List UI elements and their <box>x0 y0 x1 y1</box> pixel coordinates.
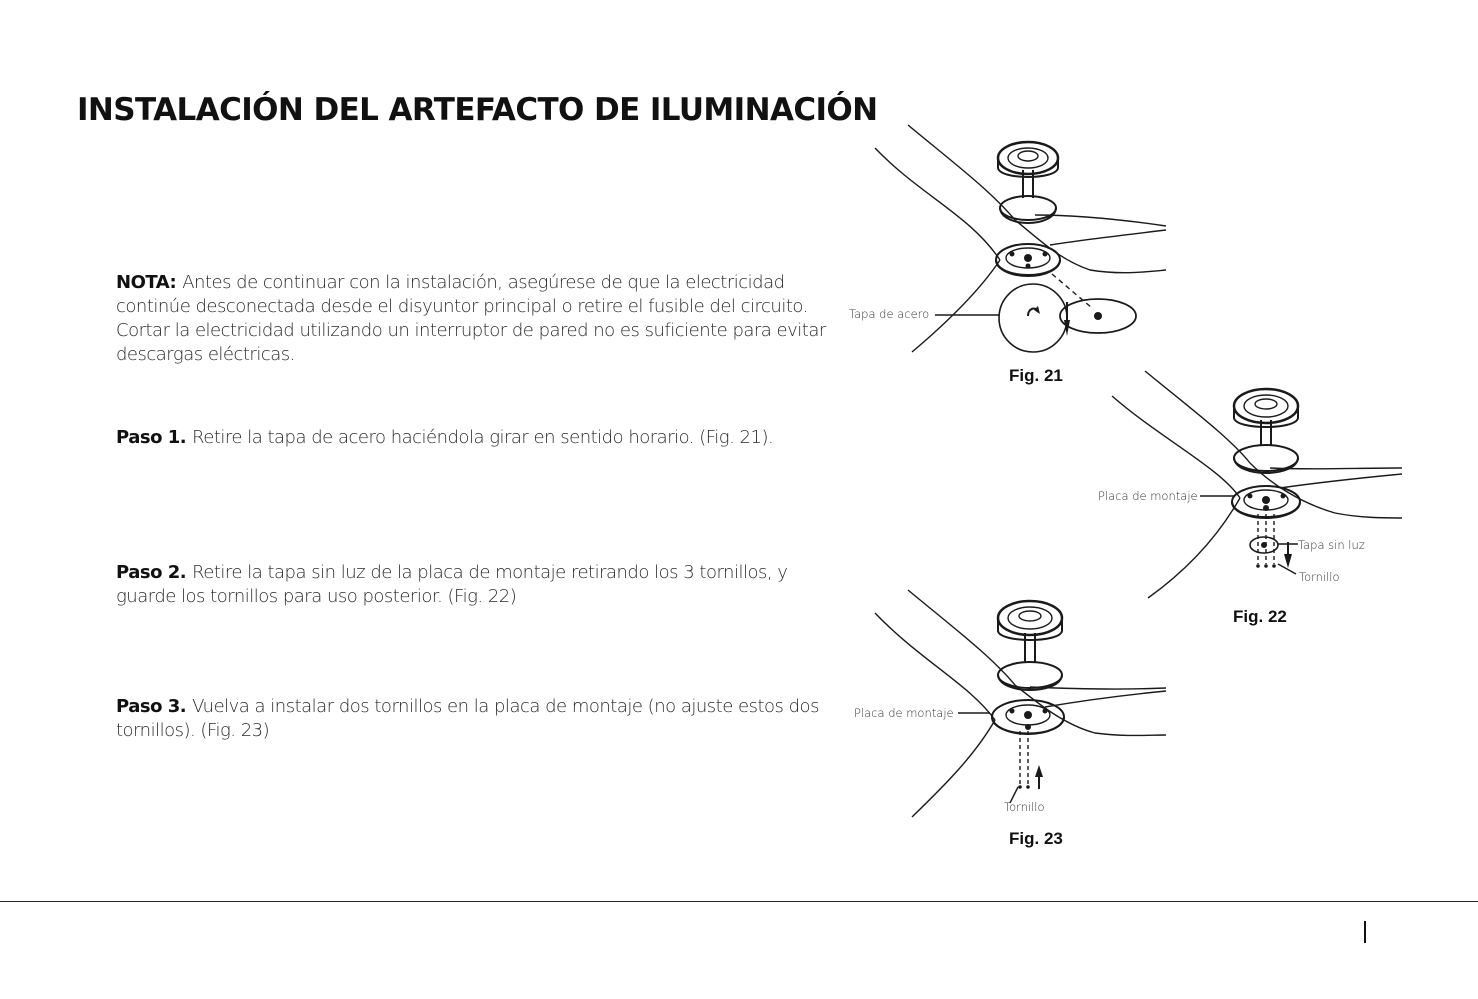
footer-divider <box>0 901 1478 902</box>
nota-text: Antes de continuar con la instalación, asegúrese de que la electricidad continúe desconectada desde el disyuntor principal o retire el fusible del circuito. Cortar la electricidad utilizando un interruptor de pared no es suficiente para evitar descargas eléctricas. <box>116 272 826 365</box>
nota-paragraph <box>116 271 828 367</box>
fig-21-caption: Fig. 21 <box>1009 366 1063 385</box>
step-1-paragraph <box>116 426 828 450</box>
step-2-text: Retire la tapa sin luz de la placa de montaje retirando los 3 tornillos, y guarde los tornillos para uso posterior. (Fig. 22) <box>116 562 788 607</box>
fig-21-illustration <box>840 120 1180 360</box>
fig-22-label-plate: Placa de montaje <box>1098 489 1198 503</box>
step-3-label: Paso 3. <box>116 696 187 717</box>
step-3-text: Vuelva a instalar dos tornillos en la placa de montaje (no ajuste estos dos tornillos). (Fig. 23) <box>116 696 819 741</box>
fig-23-caption: Fig. 23 <box>1009 829 1063 848</box>
fig-22-illustration <box>1100 368 1410 604</box>
step-2-paragraph <box>116 561 828 609</box>
nota-label: NOTA: <box>116 272 177 293</box>
page-title: INSTALACIÓN DEL ARTEFACTO DE ILUMINACIÓN <box>77 92 878 128</box>
step-3-paragraph <box>116 695 828 743</box>
page-number-marker <box>1364 921 1366 943</box>
fig-23-label-screw: Tornillo <box>1004 800 1045 814</box>
fig-22-caption: Fig. 22 <box>1233 607 1287 626</box>
step-1-text: Retire la tapa de acero haciéndola girar en sentido horario. (Fig. 21). <box>192 427 774 448</box>
step-2-label: Paso 2. <box>116 562 187 583</box>
step-1-label: Paso 1. <box>116 427 187 448</box>
fig-22-label-screw: Tornillo <box>1299 570 1340 584</box>
fig-23-illustration <box>840 585 1180 821</box>
fig-22-label-cap: Tapa sin luz <box>1298 538 1365 552</box>
fig-23-label-plate: Placa de montaje <box>854 706 954 720</box>
fig-21-label-cap: Tapa de acero <box>849 307 930 321</box>
